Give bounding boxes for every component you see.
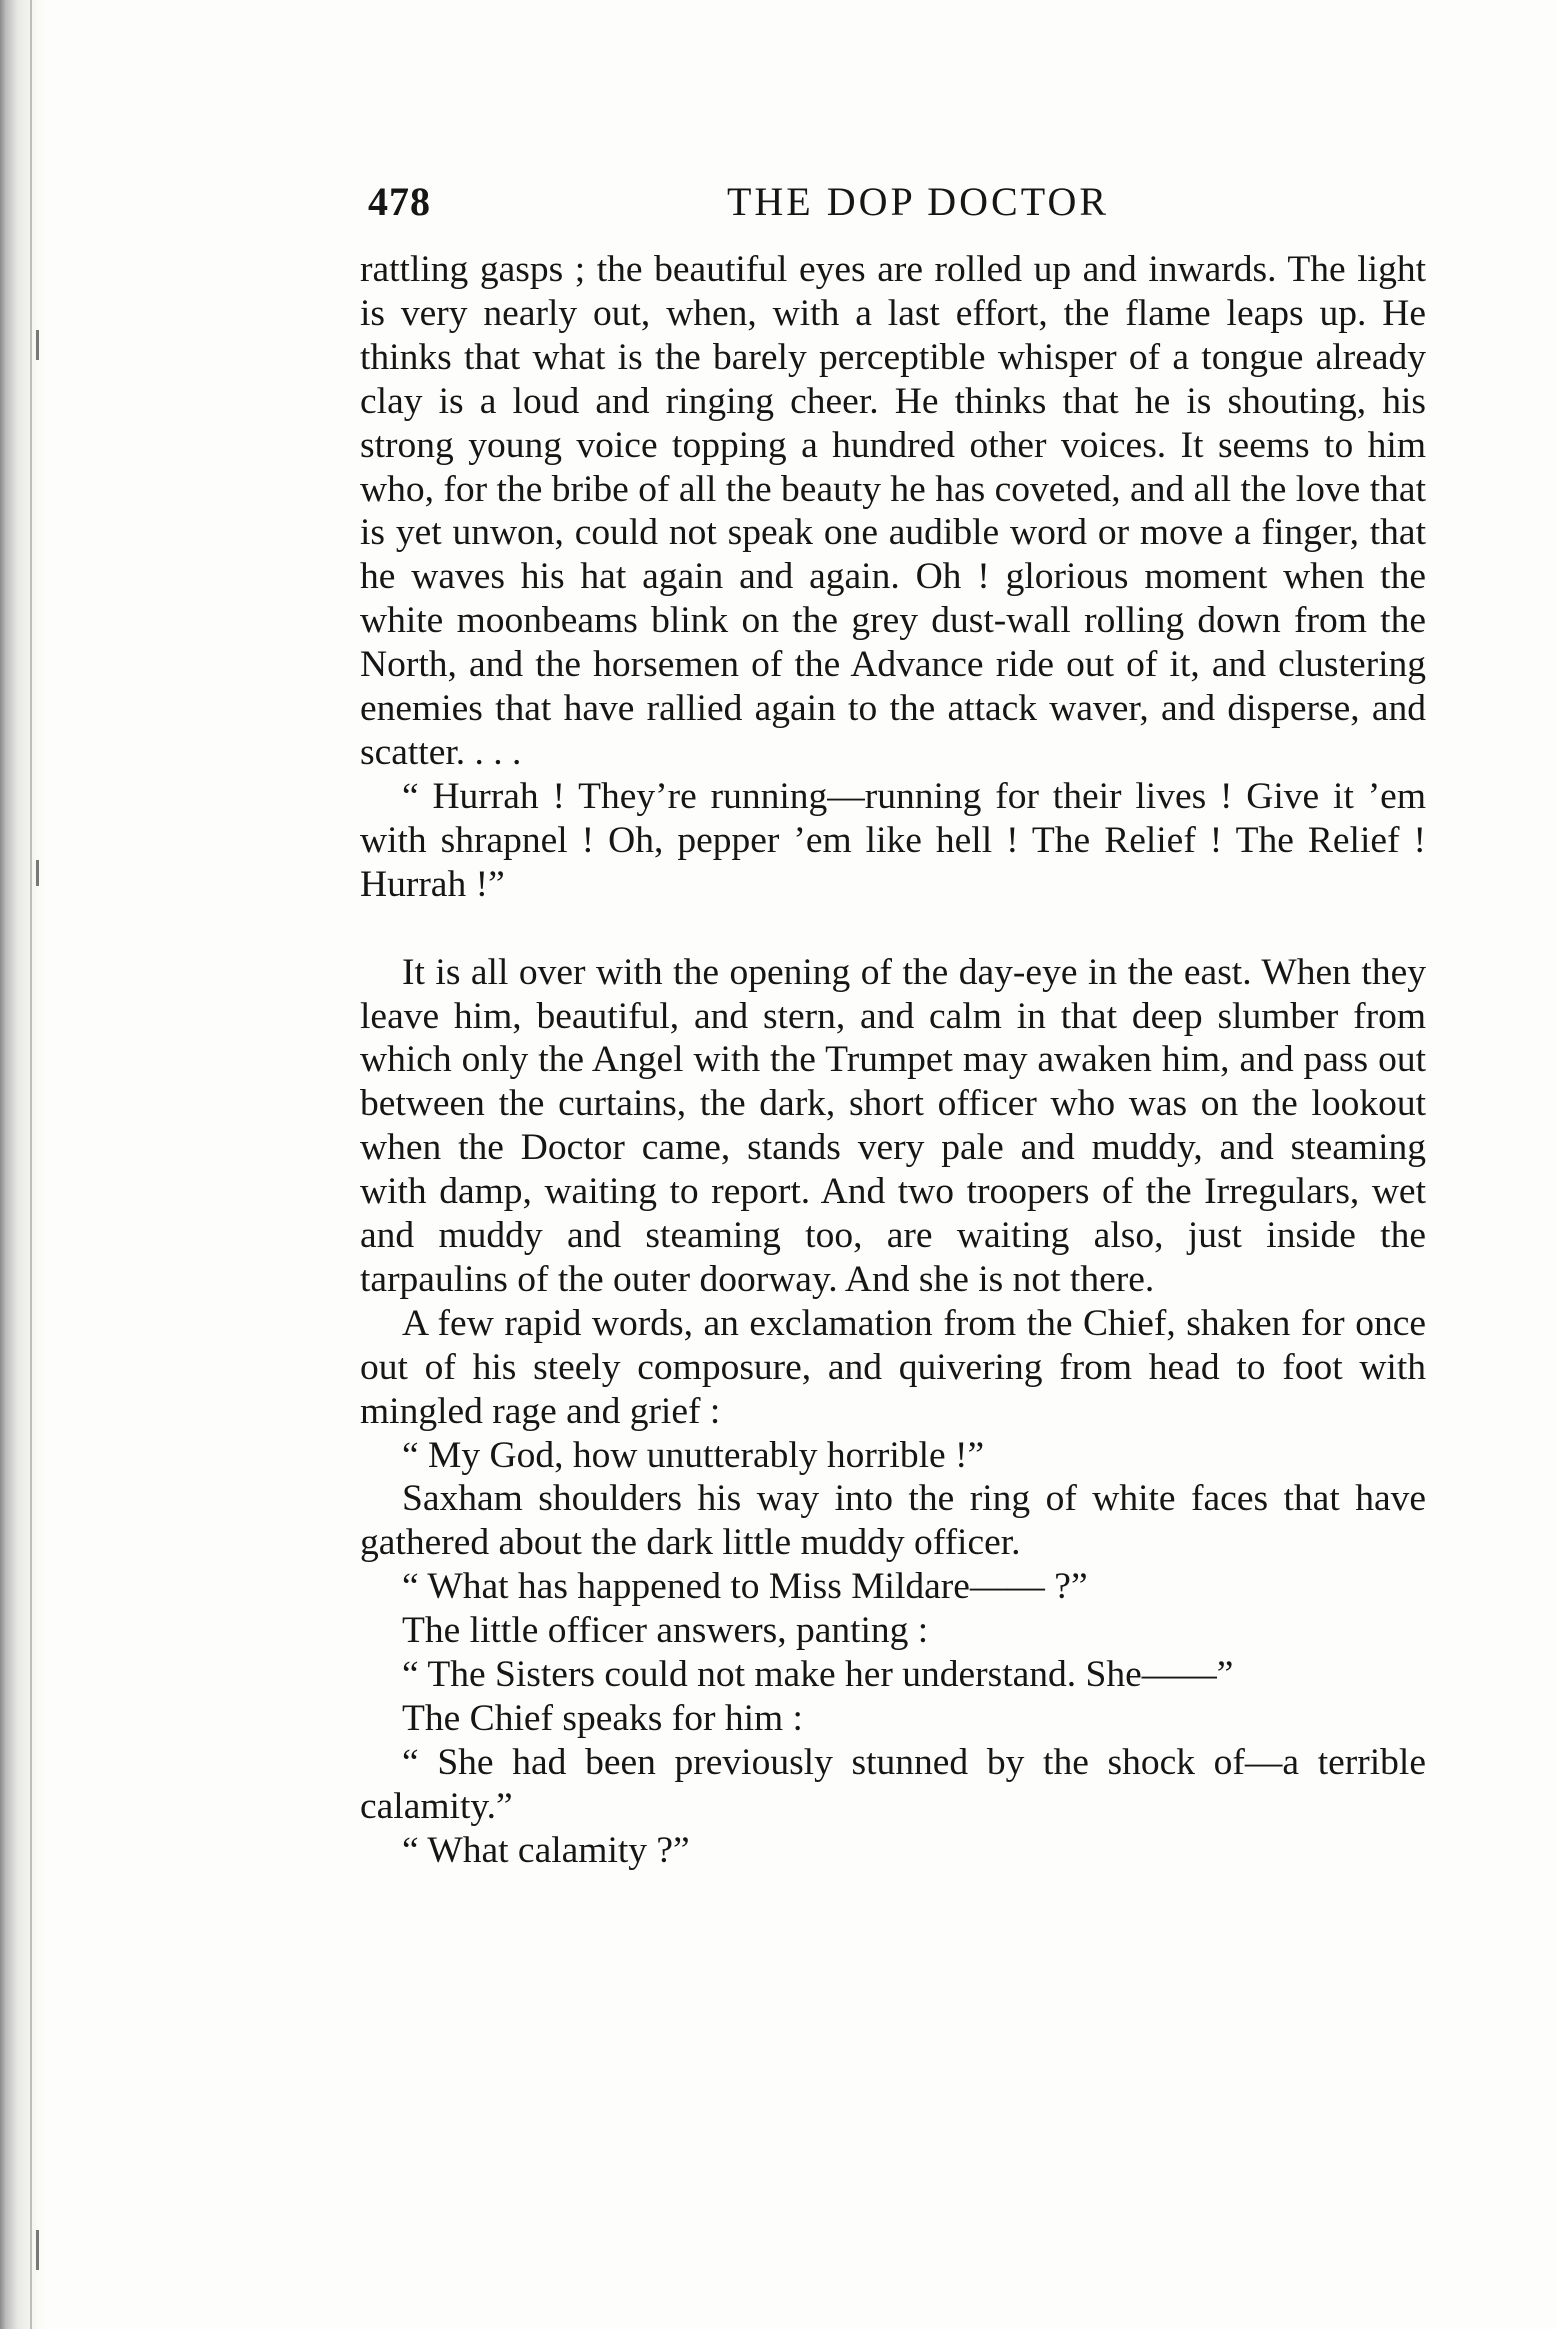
- scan-mark: [36, 860, 39, 886]
- paragraph: Saxham shoulders his way into the ring of white faces that have gathered about the dark little muddy officer.: [360, 1478, 1426, 1564]
- page-number: 478: [368, 179, 431, 224]
- paragraph: “ The Sisters could not make her understand. She——”: [402, 1654, 1234, 1696]
- paragraph: “ What has happened to Miss Mildare—— ?”: [402, 1566, 1088, 1608]
- paragraph: “ Hurrah ! They’re running—running for their lives ! Give it ’em with shrapnel ! Oh, pepper ’em like hell ! The Relief ! The Relief ! Hurrah !”: [360, 775, 1426, 905]
- paragraph: The little officer answers, panting :: [402, 1610, 929, 1652]
- paragraph: “ What calamity ?”: [402, 1829, 690, 1871]
- paragraph: The Chief speaks for him :: [402, 1698, 803, 1739]
- paragraph: rattling gasps ; the beautiful eyes are rolled up and inwards. The light is very nearly out, when, with a last effort, the flame leaps up. He thinks that what is the barely perceptible whisper of a tongue already clay is a loud and ringing cheer. He thinks that he is shouting, his strong young voice topping a hundred other voices. It seems to him who, for the bribe of all the beauty he has coveted, and all the love that is yet unwon, could not speak one audible word or move a finger, that he waves his hat again and again. Oh ! glorious moment when the white moonbeams blink on the grey dust-wall rolling down from the North, and the horsemen of the Advance ride out of it, and clustering enemies that have rallied again to the attack waver, and disperse, and scatter. . . .: [360, 249, 1426, 773]
- paragraph: “ She had been previously stunned by the shock of—a terrible calamity.”: [360, 1741, 1426, 1827]
- body-text: [360, 248, 1426, 1873]
- scan-mark: [36, 2230, 39, 2270]
- section-break: [360, 907, 1426, 951]
- scan-mark: [36, 330, 39, 360]
- book-title: THE DOP DOCTOR: [726, 179, 1110, 224]
- paragraph: A few rapid words, an exclamation from the Chief, shaken for once out of his steely composure, and quivering from head to foot with mingled rage and grief :: [360, 1302, 1426, 1432]
- running-head: [368, 178, 1428, 232]
- paragraph: “ My God, how unutterably horrible !”: [402, 1434, 985, 1476]
- binding-shadow-line: [30, 0, 32, 2329]
- paragraph: It is all over with the opening of the day-eye in the east. When they leave him, beautiful, and stern, and calm in that deep slumber from which only the Angel with the Trumpet may awaken him, and pass out between the curtains, the dark, short officer who was on the lookout when the Doctor came, stands very pale and muddy, and steaming with damp, waiting to report. And two troopers of the Irregulars, wet and muddy and steaming too, are waiting also, just inside the tarpaulins of the outer doorway. And she is not there.: [360, 951, 1426, 1300]
